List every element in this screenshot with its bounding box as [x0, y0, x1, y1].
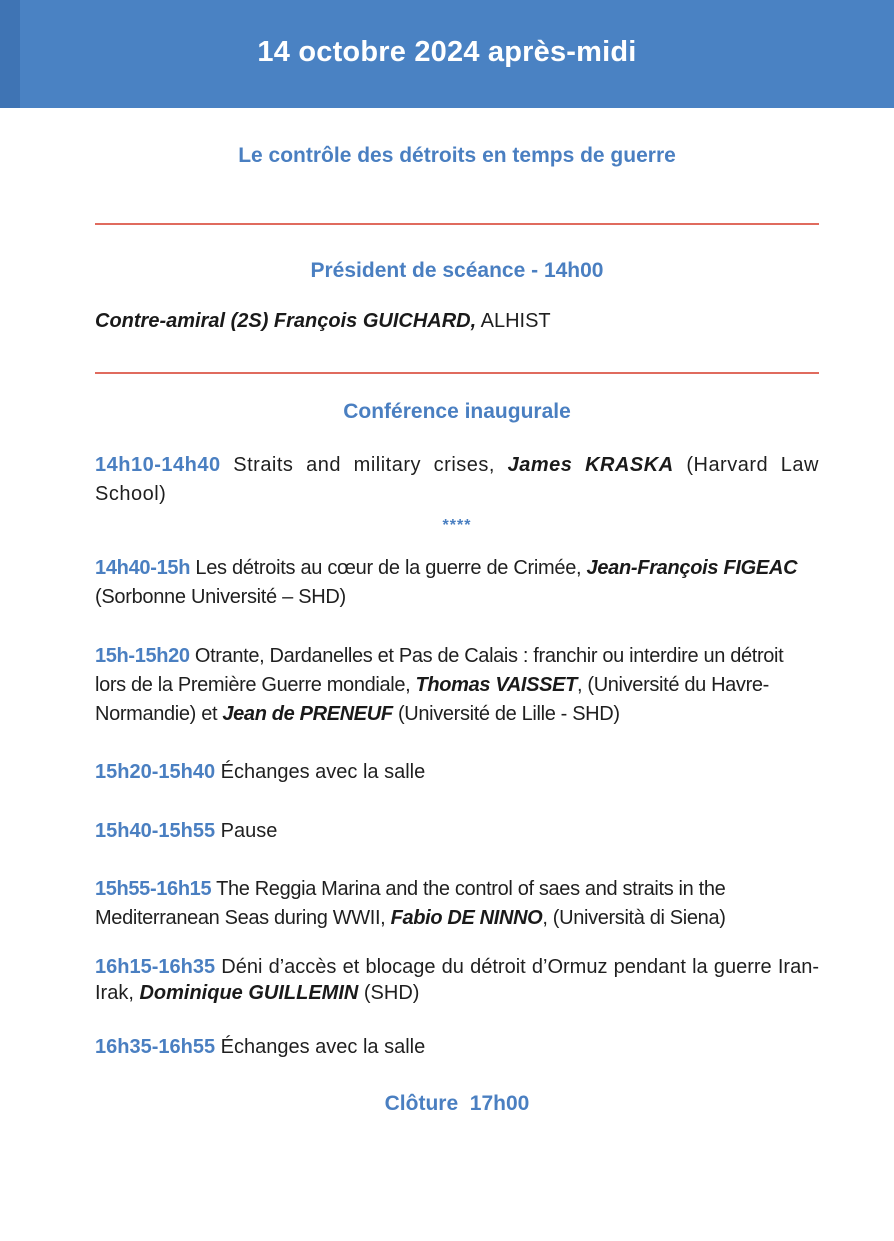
talk-speaker-2: Jean de PRENEUF [222, 703, 393, 725]
talk-item [95, 642, 819, 729]
talk-item [95, 954, 819, 1006]
president-heading: Président de scéance - 14h00 [310, 259, 604, 282]
talk-title: Pause [215, 820, 278, 842]
talk-affiliation: , (Università di Siena) [542, 907, 726, 929]
talk-affiliation: (Harvard Law School) [95, 454, 819, 505]
talk-time: 15h40-15h55 [95, 820, 216, 842]
president-name: Contre-amiral (2S) François GUICHARD, [95, 310, 477, 332]
talk-speaker: James KRASKA [507, 454, 674, 476]
talk-time: 15h55-16h15 [95, 878, 212, 900]
talk-connector: , (Université du Havre-Normandie) et [95, 674, 769, 725]
talk-affiliation: (Sorbonne Université – SHD) [95, 586, 346, 608]
talk-title: Déni d’accès et blocage du détroit d’Ormuz pendant la guerre Iran-Irak, [95, 956, 819, 1004]
divider [95, 223, 819, 225]
talk-title: Otrante, Dardanelles et Pas de Calais : franchir ou interdire un détroit lors de la Première Guerre mondiale, [95, 645, 784, 696]
inaugural-heading: Conférence inaugurale [343, 400, 571, 423]
talk-speaker: Fabio DE NINNO [390, 907, 543, 929]
separator: **** [442, 517, 472, 534]
talk-item [95, 875, 819, 933]
talk-title: The Reggia Marina and the control of saes and straits in the Mediterranean Seas during WWII, [95, 878, 726, 929]
talk-title: Échanges avec la salle [215, 761, 426, 783]
talk-item [95, 817, 819, 846]
page-title: 14 octobre 2024 après-midi [257, 36, 637, 68]
session-title: Le contrôle des détroits en temps de guerre [238, 144, 676, 167]
talk-speaker: Dominique GUILLEMIN [139, 982, 359, 1004]
talk-affiliation: (SHD) [358, 982, 420, 1004]
talk-time: 16h15-16h35 [95, 956, 216, 978]
talk-time: 16h35-16h55 [95, 1036, 216, 1058]
closing-heading: Clôture 17h00 [384, 1092, 530, 1115]
president-line [95, 307, 819, 336]
talk-affiliation: (Université de Lille - SHD) [392, 703, 620, 725]
divider [95, 372, 819, 374]
talk-time: 14h10-14h40 [95, 454, 221, 476]
talk-time: 15h20-15h40 [95, 761, 216, 783]
talk-item [95, 554, 819, 612]
president-affiliation: ALHIST [476, 310, 551, 332]
talk-speaker: Thomas VAISSET [415, 674, 577, 696]
talk-speaker: Jean-François FIGEAC [586, 557, 798, 579]
talk-item [95, 758, 819, 787]
talk-item [95, 1033, 819, 1062]
talk-time: 14h40-15h [95, 557, 191, 579]
talk-time: 15h-15h20 [95, 645, 190, 667]
inaugural-talk [95, 451, 819, 509]
talk-title: Straits and military crises, [220, 454, 508, 476]
talk-title: Les détroits au cœur de la guerre de Crimée, [190, 557, 587, 579]
talk-title: Échanges avec la salle [215, 1036, 426, 1058]
